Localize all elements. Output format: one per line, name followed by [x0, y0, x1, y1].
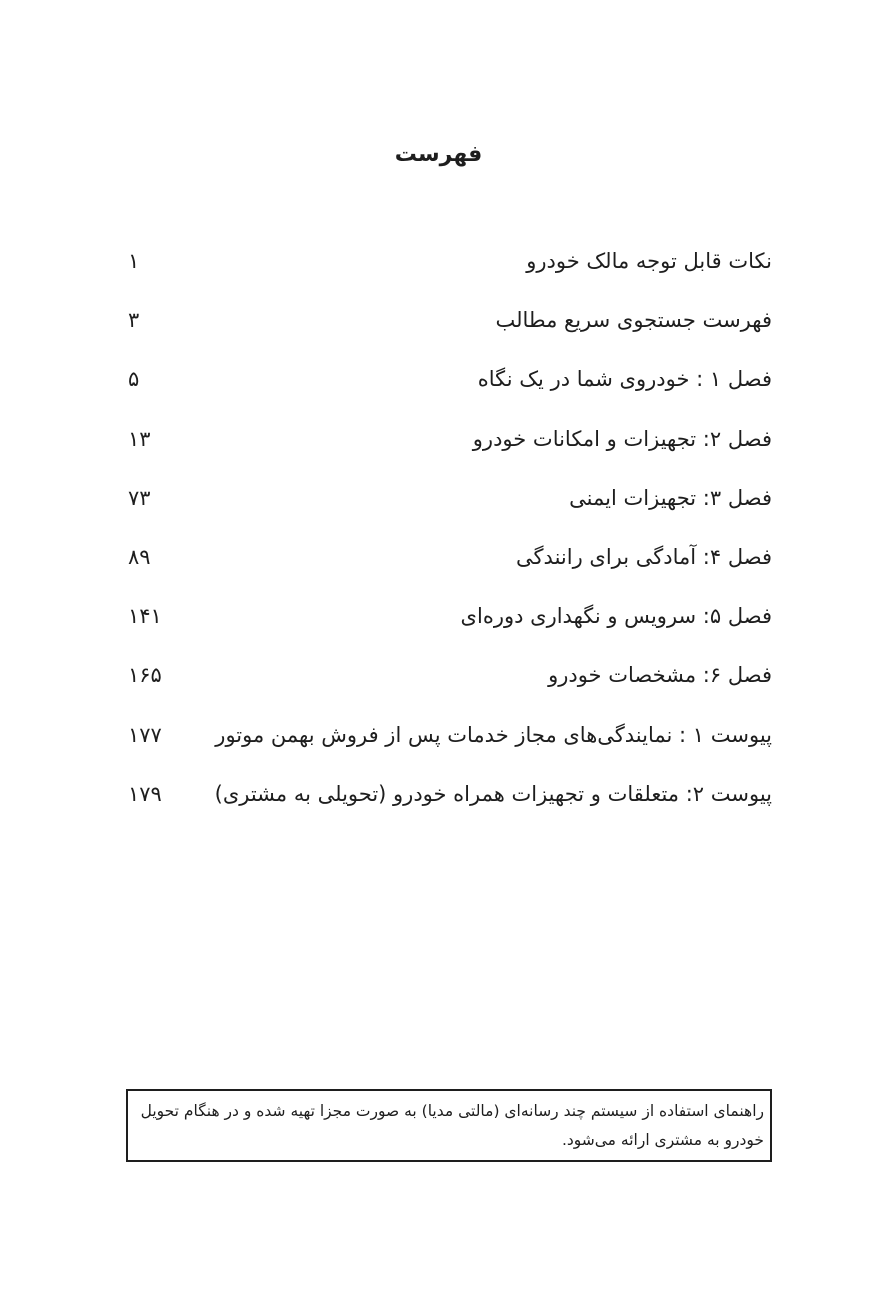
toc-entry-page-number: ۱۳ — [128, 426, 151, 451]
toc-entry-page-number: ۱۷۹ — [128, 781, 162, 806]
toc-entry[interactable] — [126, 303, 772, 362]
toc-entry-page-number: ۷۳ — [128, 485, 151, 510]
toc-entry-page-number: ۵ — [128, 367, 140, 392]
multimedia-note-box — [126, 1089, 772, 1162]
toc-entry-title: فصل ۵: سرویس و نگهداری دوره‌ای — [460, 604, 772, 629]
multimedia-note-text: راهنمای استفاده از سیستم چند رسانه‌ای (مالتی مدیا) به صورت مجزا تهیه شده و در هنگام تحویل خودرو به مشتری ارائه می‌شود. — [140, 1102, 764, 1149]
toc-entry-page-number: ۳ — [128, 308, 140, 333]
toc-entry-page-number: ۱۷۷ — [128, 722, 162, 747]
toc-entry-title: فصل ۶: مشخصات خودرو — [548, 663, 772, 688]
toc-entry[interactable] — [126, 244, 772, 303]
toc-entry[interactable] — [126, 599, 772, 658]
toc-entry-page-number: ۱ — [128, 249, 140, 273]
toc-entry-title: فصل ۴: آمادگی برای رانندگی — [516, 544, 772, 569]
toc-entry[interactable] — [126, 777, 772, 836]
toc-entry-title: فصل ۲: تجهیزات و امکانات خودرو — [472, 426, 772, 451]
toc-entry-title: نکات قابل توجه مالک خودرو — [526, 249, 772, 273]
toc-entry[interactable] — [126, 362, 772, 421]
toc-entry-page-number: ۱۴۱ — [128, 604, 162, 629]
toc-entry[interactable] — [126, 540, 772, 599]
toc-entry[interactable] — [126, 422, 772, 481]
toc-entry-title: پیوست ۲: متعلقات و تجهیزات همراه خودرو (تحویلی به مشتری) — [214, 781, 772, 806]
toc-entry-title: فصل ۱ : خودروی شما در یک نگاه — [477, 367, 772, 392]
toc-entry[interactable] — [126, 718, 772, 777]
toc-entry[interactable] — [126, 481, 772, 540]
page-title: فهرست — [394, 142, 483, 167]
toc-entry-page-number: ۸۹ — [128, 544, 151, 569]
toc-entry-title: فهرست جستجوی سریع مطالب — [495, 308, 772, 333]
toc-entry[interactable] — [126, 658, 772, 717]
table-of-contents — [126, 244, 772, 836]
toc-entry-page-number: ۱۶۵ — [128, 663, 162, 688]
toc-entry-title: فصل ۳: تجهیزات ایمنی — [569, 485, 772, 510]
toc-entry-title: پیوست ۱ : نمایندگی‌های مجاز خدمات پس از فروش بهمن موتور — [215, 722, 772, 747]
